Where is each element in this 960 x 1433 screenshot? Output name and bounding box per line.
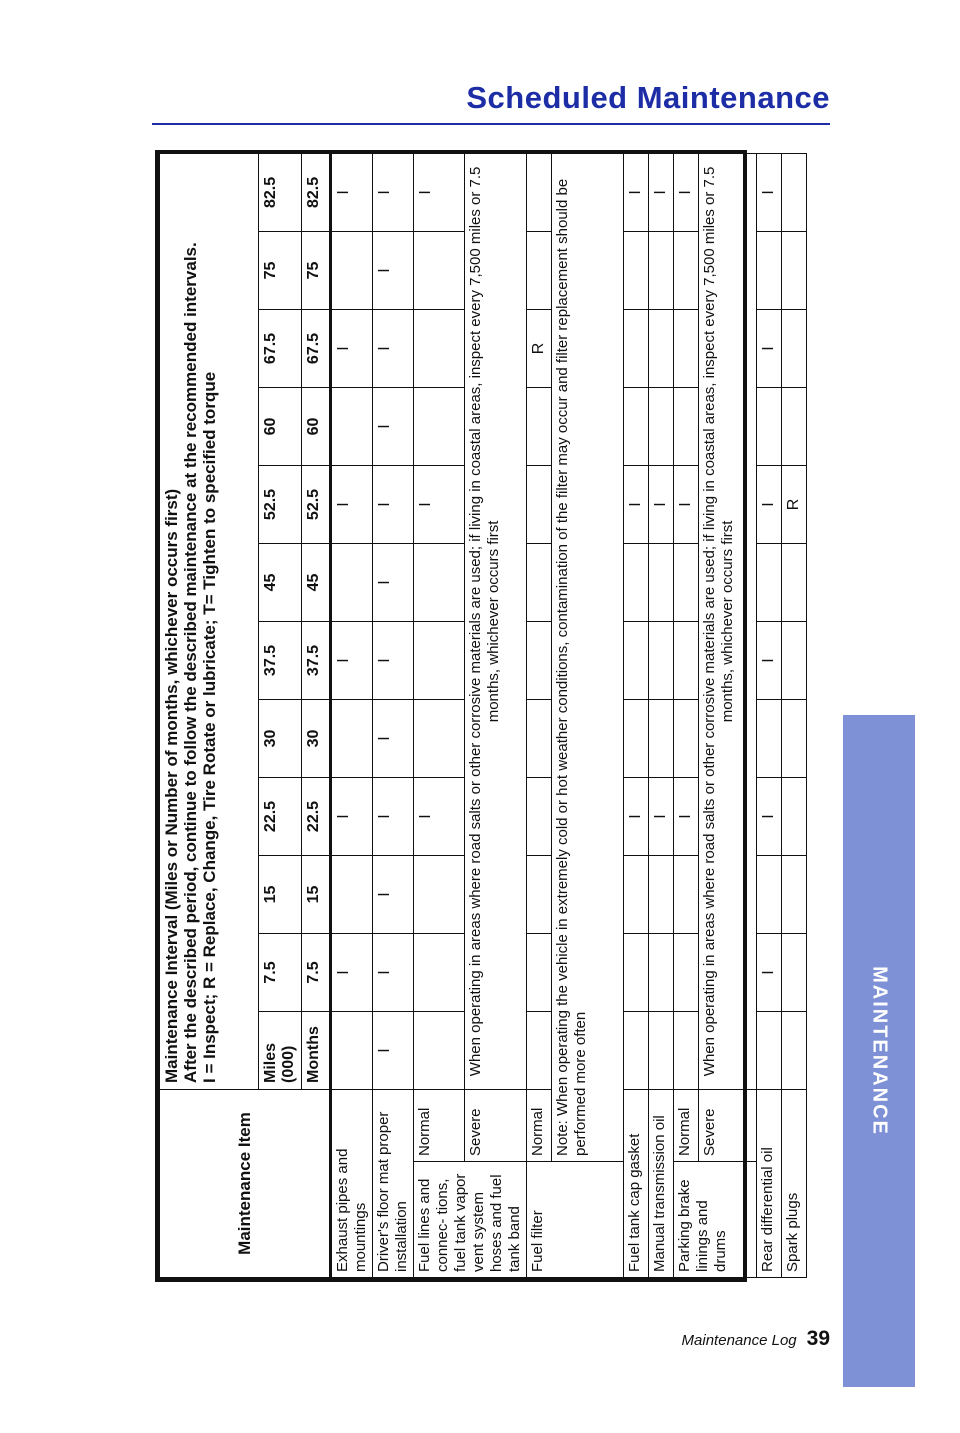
fuel-lines-normal-cell-8 bbox=[414, 388, 465, 466]
fuel-tank-cap-cell-9 bbox=[624, 310, 649, 388]
miles-interval-7: 60 bbox=[259, 388, 302, 466]
footer-section: Maintenance Log bbox=[681, 1332, 797, 1349]
miles-label: Miles (000) bbox=[259, 1012, 302, 1090]
miles-interval-1: 15 bbox=[259, 856, 302, 934]
section-side-tab bbox=[843, 715, 915, 1387]
fuel-filter-normal-cell-11 bbox=[527, 153, 552, 231]
side-tab-label: MAINTENANCE bbox=[868, 966, 891, 1136]
fuel-tank-cap-cell-11: I bbox=[624, 153, 649, 231]
miles-interval-2: 22.5 bbox=[259, 778, 302, 856]
fuel-filter-normal-cell-8 bbox=[527, 388, 552, 466]
miles-interval-0: 7.5 bbox=[259, 934, 302, 1012]
miles-interval-10: 82.5 bbox=[259, 153, 302, 231]
fuel-tank-cap-cell-1 bbox=[624, 934, 649, 1012]
parking-brake-normal-cell-6 bbox=[674, 544, 699, 622]
exhaust-cell-2 bbox=[331, 856, 373, 934]
page-number: 39 bbox=[806, 1327, 830, 1350]
fuel-lines-normal-cell-10 bbox=[414, 232, 465, 310]
exhaust-cell-6 bbox=[331, 544, 373, 622]
floor-mat-cell-6: I bbox=[373, 544, 414, 622]
fuel-tank-cap-cell-4 bbox=[624, 700, 649, 778]
floor-mat-cell-7: I bbox=[373, 466, 414, 544]
page-title: Scheduled Maintenance bbox=[466, 80, 830, 115]
maintenance-item-header: Maintenance Item bbox=[160, 1090, 331, 1278]
miles-interval-6: 52.5 bbox=[259, 466, 302, 544]
floor-mat-cell-11: I bbox=[373, 153, 414, 231]
exhaust-cell-5: I bbox=[331, 622, 373, 700]
parking-brake-normal-cell-3: I bbox=[674, 778, 699, 856]
months-interval-0: 7.5 bbox=[302, 934, 331, 1012]
fuel-lines-normal-cell-1 bbox=[414, 934, 465, 1012]
item-fuel-lines: Fuel lines and connec- tions, fuel tank vapor vent system hoses and fuel tank band bbox=[414, 1162, 527, 1278]
parking-brake-normal-cell-11: I bbox=[674, 153, 699, 231]
fuel-filter-normal-cell-7 bbox=[527, 466, 552, 544]
months-interval-5: 45 bbox=[302, 544, 331, 622]
exhaust-cell-1: I bbox=[331, 934, 373, 1012]
manual-trans-cell-2 bbox=[649, 856, 674, 934]
miles-interval-4: 37.5 bbox=[259, 622, 302, 700]
parking-brake-normal-cell-2 bbox=[674, 856, 699, 934]
manual-trans-cell-7: I bbox=[649, 466, 674, 544]
floor-mat-cell-1: I bbox=[373, 934, 414, 1012]
fuel-lines-severe-note: When operating in areas where road salts or other corrosive materials are used; if living in coastal areas, inspect every 7,500 miles or 7.5 months, whichever occurs first bbox=[465, 153, 527, 1089]
rear-diff-cell-4 bbox=[757, 700, 782, 778]
fuel-tank-cap-cell-0 bbox=[624, 1012, 649, 1090]
parking-brake-severe-label: Severe bbox=[699, 1090, 757, 1162]
fuel-tank-cap-cell-3: I bbox=[624, 778, 649, 856]
parking-brake-normal-cell-10 bbox=[674, 232, 699, 310]
months-interval-1: 15 bbox=[302, 856, 331, 934]
miles-interval-8: 67.5 bbox=[259, 310, 302, 388]
spark-plugs-cell-6 bbox=[782, 544, 807, 622]
maintenance-table-rotated bbox=[159, 154, 802, 1278]
fuel-lines-normal-cell-0 bbox=[414, 1012, 465, 1090]
fuel-tank-cap-cell-6 bbox=[624, 544, 649, 622]
fuel-filter-normal-cell-4 bbox=[527, 700, 552, 778]
rear-diff-cell-11: I bbox=[757, 153, 782, 231]
manual-trans-cell-9 bbox=[649, 310, 674, 388]
rear-diff-cell-2 bbox=[757, 856, 782, 934]
manual-trans-cell-6 bbox=[649, 544, 674, 622]
fuel-lines-normal-label: Normal bbox=[414, 1090, 465, 1162]
floor-mat-cell-0: I bbox=[373, 1012, 414, 1090]
fuel-lines-normal-cell-7: I bbox=[414, 466, 465, 544]
floor-mat-cell-9: I bbox=[373, 310, 414, 388]
spark-plugs-cell-8 bbox=[782, 388, 807, 466]
rear-diff-cell-8 bbox=[757, 388, 782, 466]
parking-brake-normal-cell-1 bbox=[674, 934, 699, 1012]
months-interval-6: 52.5 bbox=[302, 466, 331, 544]
fuel-filter-normal-cell-9: R bbox=[527, 310, 552, 388]
rear-diff-cell-5: I bbox=[757, 622, 782, 700]
floor-mat-cell-5: I bbox=[373, 622, 414, 700]
parking-brake-severe-note: When operating in areas where road salts or other corrosive materials are used; if living in coastal areas, inspect every 7,500 miles or 7.5 months, whichever occurs first bbox=[699, 153, 757, 1089]
manual-trans-cell-4 bbox=[649, 700, 674, 778]
item-fuel-tank-cap: Fuel tank cap gasket bbox=[624, 1090, 649, 1278]
manual-trans-cell-5 bbox=[649, 622, 674, 700]
rear-diff-cell-9: I bbox=[757, 310, 782, 388]
item-exhaust-pipes: Exhaust pipes and mountings bbox=[331, 1090, 373, 1278]
interval-header bbox=[160, 153, 259, 1089]
rear-diff-cell-0 bbox=[757, 1012, 782, 1090]
fuel-lines-normal-cell-5 bbox=[414, 622, 465, 700]
item-parking-brake: Parking brake linings and drums bbox=[674, 1162, 757, 1278]
exhaust-cell-7: I bbox=[331, 466, 373, 544]
months-interval-3: 30 bbox=[302, 700, 331, 778]
spark-plugs-cell-9 bbox=[782, 310, 807, 388]
fuel-tank-cap-cell-10 bbox=[624, 232, 649, 310]
parking-brake-normal-label: Normal bbox=[674, 1090, 699, 1162]
item-spark-plugs: Spark plugs bbox=[782, 1090, 807, 1278]
fuel-filter-normal-label: Normal bbox=[527, 1090, 552, 1162]
fuel-lines-normal-cell-2 bbox=[414, 856, 465, 934]
manual-trans-cell-11: I bbox=[649, 153, 674, 231]
rear-diff-cell-7: I bbox=[757, 466, 782, 544]
maintenance-table-frame bbox=[155, 150, 802, 1282]
fuel-lines-normal-cell-6 bbox=[414, 544, 465, 622]
months-interval-8: 67.5 bbox=[302, 310, 331, 388]
manual-trans-cell-1 bbox=[649, 934, 674, 1012]
spark-plugs-cell-2 bbox=[782, 856, 807, 934]
months-interval-2: 22.5 bbox=[302, 778, 331, 856]
fuel-tank-cap-cell-2 bbox=[624, 856, 649, 934]
fuel-lines-normal-cell-11: I bbox=[414, 153, 465, 231]
rear-diff-cell-1: I bbox=[757, 934, 782, 1012]
months-interval-10: 82.5 bbox=[302, 153, 331, 231]
item-fuel-filter: Fuel filter bbox=[527, 1162, 624, 1278]
floor-mat-cell-2: I bbox=[373, 856, 414, 934]
spark-plugs-cell-3 bbox=[782, 778, 807, 856]
rear-diff-cell-10 bbox=[757, 232, 782, 310]
spark-plugs-cell-1 bbox=[782, 934, 807, 1012]
interval-header-line1: Maintenance Interval (Miles or Number of months, whichever occurs first) bbox=[162, 488, 181, 1083]
miles-interval-3: 30 bbox=[259, 700, 302, 778]
fuel-lines-severe-label: Severe bbox=[465, 1090, 527, 1162]
fuel-filter-note: Note: When operating the vehicle in extremely cold or hot weather conditions, contamination of the filter may occur and filter replacement should be performed more often bbox=[552, 153, 624, 1161]
fuel-tank-cap-cell-7: I bbox=[624, 466, 649, 544]
rear-diff-cell-6 bbox=[757, 544, 782, 622]
exhaust-cell-3: I bbox=[331, 778, 373, 856]
miles-interval-5: 45 bbox=[259, 544, 302, 622]
parking-brake-normal-cell-5 bbox=[674, 622, 699, 700]
interval-header-line2: After the described period, continue to follow the described maintenance at the recommended intervals. bbox=[181, 242, 200, 1083]
months-interval-9: 75 bbox=[302, 232, 331, 310]
manual-trans-cell-8 bbox=[649, 388, 674, 466]
fuel-lines-normal-cell-3: I bbox=[414, 778, 465, 856]
item-manual-transmission: Manual transmission oil bbox=[649, 1090, 674, 1278]
floor-mat-cell-10: I bbox=[373, 232, 414, 310]
spark-plugs-cell-0 bbox=[782, 1012, 807, 1090]
exhaust-cell-8 bbox=[331, 388, 373, 466]
floor-mat-cell-8: I bbox=[373, 388, 414, 466]
months-interval-7: 60 bbox=[302, 388, 331, 466]
spark-plugs-cell-4 bbox=[782, 700, 807, 778]
fuel-filter-normal-cell-2 bbox=[527, 856, 552, 934]
rear-diff-cell-3: I bbox=[757, 778, 782, 856]
fuel-lines-normal-cell-4 bbox=[414, 700, 465, 778]
manual-trans-cell-0 bbox=[649, 1012, 674, 1090]
fuel-lines-normal-cell-9 bbox=[414, 310, 465, 388]
floor-mat-cell-3: I bbox=[373, 778, 414, 856]
fuel-filter-normal-cell-5 bbox=[527, 622, 552, 700]
exhaust-cell-11: I bbox=[331, 153, 373, 231]
manual-trans-cell-3: I bbox=[649, 778, 674, 856]
parking-brake-normal-cell-7: I bbox=[674, 466, 699, 544]
exhaust-cell-0 bbox=[331, 1012, 373, 1090]
spark-plugs-cell-5 bbox=[782, 622, 807, 700]
fuel-tank-cap-cell-8 bbox=[624, 388, 649, 466]
spark-plugs-cell-10 bbox=[782, 232, 807, 310]
page-footer bbox=[682, 1327, 830, 1351]
fuel-filter-normal-cell-10 bbox=[527, 232, 552, 310]
fuel-filter-normal-cell-1 bbox=[527, 934, 552, 1012]
parking-brake-normal-cell-9 bbox=[674, 310, 699, 388]
maintenance-table bbox=[159, 153, 807, 1278]
item-floor-mat: Driver's floor mat proper installation bbox=[373, 1090, 414, 1278]
spark-plugs-cell-11 bbox=[782, 153, 807, 231]
exhaust-cell-9: I bbox=[331, 310, 373, 388]
header-divider bbox=[152, 123, 830, 125]
item-rear-differential: Rear differential oil bbox=[757, 1090, 782, 1278]
interval-header-line3: I = Inspect; R = Replace, Change, Tire Rotate or lubricate; T= Tighten to specified torque bbox=[200, 371, 219, 1083]
months-label: Months bbox=[302, 1012, 331, 1090]
months-interval-4: 37.5 bbox=[302, 622, 331, 700]
floor-mat-cell-4: I bbox=[373, 700, 414, 778]
fuel-filter-normal-cell-3 bbox=[527, 778, 552, 856]
parking-brake-normal-cell-8 bbox=[674, 388, 699, 466]
parking-brake-normal-cell-4 bbox=[674, 700, 699, 778]
fuel-tank-cap-cell-5 bbox=[624, 622, 649, 700]
parking-brake-normal-cell-0 bbox=[674, 1012, 699, 1090]
exhaust-cell-4 bbox=[331, 700, 373, 778]
spark-plugs-cell-7: R bbox=[782, 466, 807, 544]
manual-trans-cell-10 bbox=[649, 232, 674, 310]
miles-interval-9: 75 bbox=[259, 232, 302, 310]
fuel-filter-normal-cell-6 bbox=[527, 544, 552, 622]
exhaust-cell-10 bbox=[331, 232, 373, 310]
fuel-filter-normal-cell-0 bbox=[527, 1012, 552, 1090]
